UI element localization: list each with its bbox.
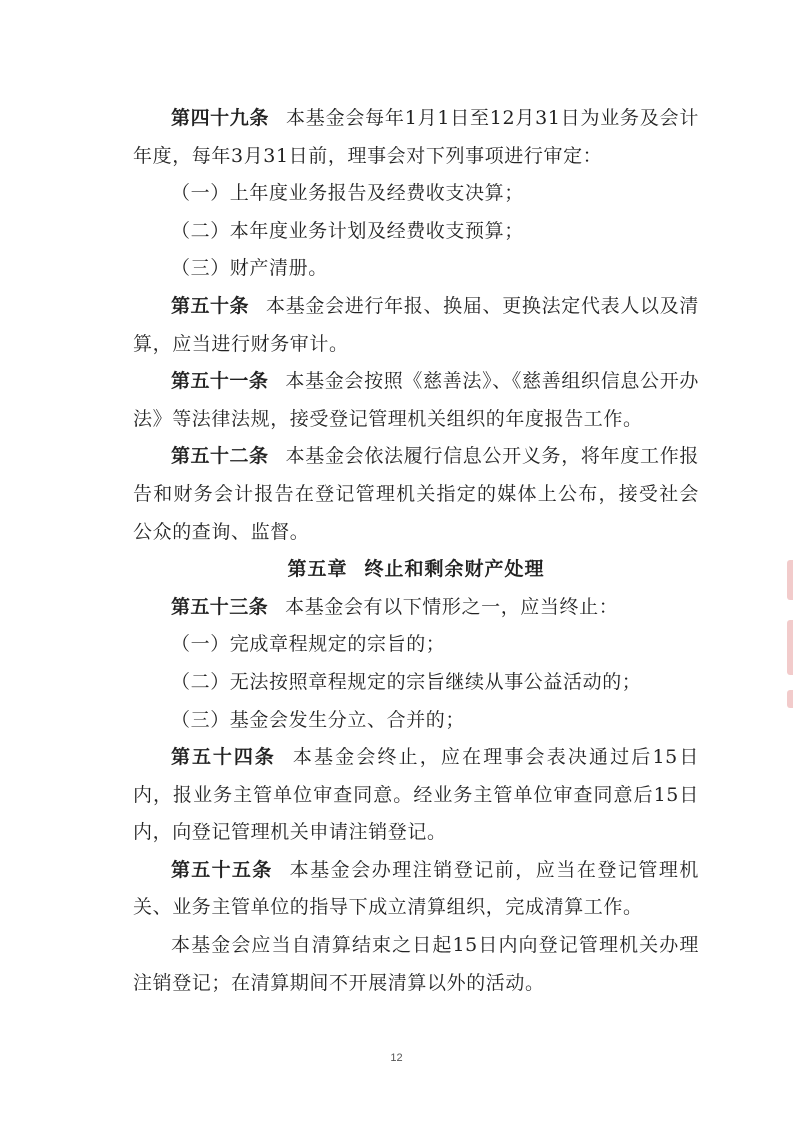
article-heading: 第五十条 <box>171 294 249 317</box>
article-heading: 第五十一条 <box>171 370 269 393</box>
article-55-continued: 本基金会应当自清算结束之日起15日内向登记管理机关办理注销登记；在清算期间不开展清算以外的活动。 <box>133 934 699 994</box>
article-heading: 第五十三条 <box>171 595 269 618</box>
seal-fragment <box>787 690 793 708</box>
article-heading: 第五十四条 <box>171 746 276 769</box>
article-50 <box>133 288 699 363</box>
document-body <box>133 100 699 1002</box>
list-item: （二）无法按照章程规定的宗旨继续从事公益活动的； <box>171 670 642 693</box>
article-heading: 第五十五条 <box>171 858 273 881</box>
article-text: 本基金会终止，应在理事会表决通过后15日内，报业务主管单位审查同意。经业务主管单位审查同意后15日内，向登记管理机关申请注销登记。 <box>133 746 699 844</box>
list-item: （三）基金会发生分立、合并的； <box>171 708 466 731</box>
article-text: 本基金会进行年报、换届、更换法定代表人以及清算，应当进行财务审计。 <box>133 294 699 355</box>
article-text: 本基金会依法履行信息公开义务，将年度工作报告和财务会计报告在登记管理机关指定的媒体上公布，接受社会公众的查询、监督。 <box>133 445 699 543</box>
list-item: （二）本年度业务计划及经费收支预算； <box>171 219 524 242</box>
chapter-number: 第五章 <box>287 558 348 581</box>
article-heading: 第五十二条 <box>171 445 269 468</box>
article-51 <box>133 363 699 438</box>
article-54 <box>133 739 699 852</box>
list-item: （一）完成章程规定的宗旨的； <box>171 633 446 656</box>
chapter-heading <box>133 551 699 589</box>
article-text: 本基金会按照《慈善法》、《慈善组织信息公开办法》等法律法规，接受登记管理机关组织的年度报告工作。 <box>133 370 699 430</box>
article-49 <box>133 100 699 175</box>
article-text: 本基金会每年1月1日至12月31日为业务及会计年度，每年3月31日前，理事会对下列事项进行审定： <box>133 107 699 167</box>
seal-fragment <box>787 560 793 600</box>
list-item: （三）财产清册。 <box>171 257 328 280</box>
article-text: 本基金会办理注销登记前，应当在登记管理机关、业务主管单位的指导下成立清算组织，完成清算工作。 <box>133 858 699 919</box>
list-item: （一）上年度业务报告及经费收支决算； <box>171 182 524 205</box>
article-55 <box>133 852 699 927</box>
article-52 <box>133 438 699 551</box>
page-number: 12 <box>390 1052 403 1064</box>
article-text: 本基金会有以下情形之一，应当终止： <box>285 595 619 618</box>
article-heading: 第四十九条 <box>171 107 269 129</box>
article-53 <box>133 589 699 627</box>
chapter-title: 终止和剩余财产处理 <box>364 558 545 581</box>
seal-fragment <box>787 620 793 675</box>
